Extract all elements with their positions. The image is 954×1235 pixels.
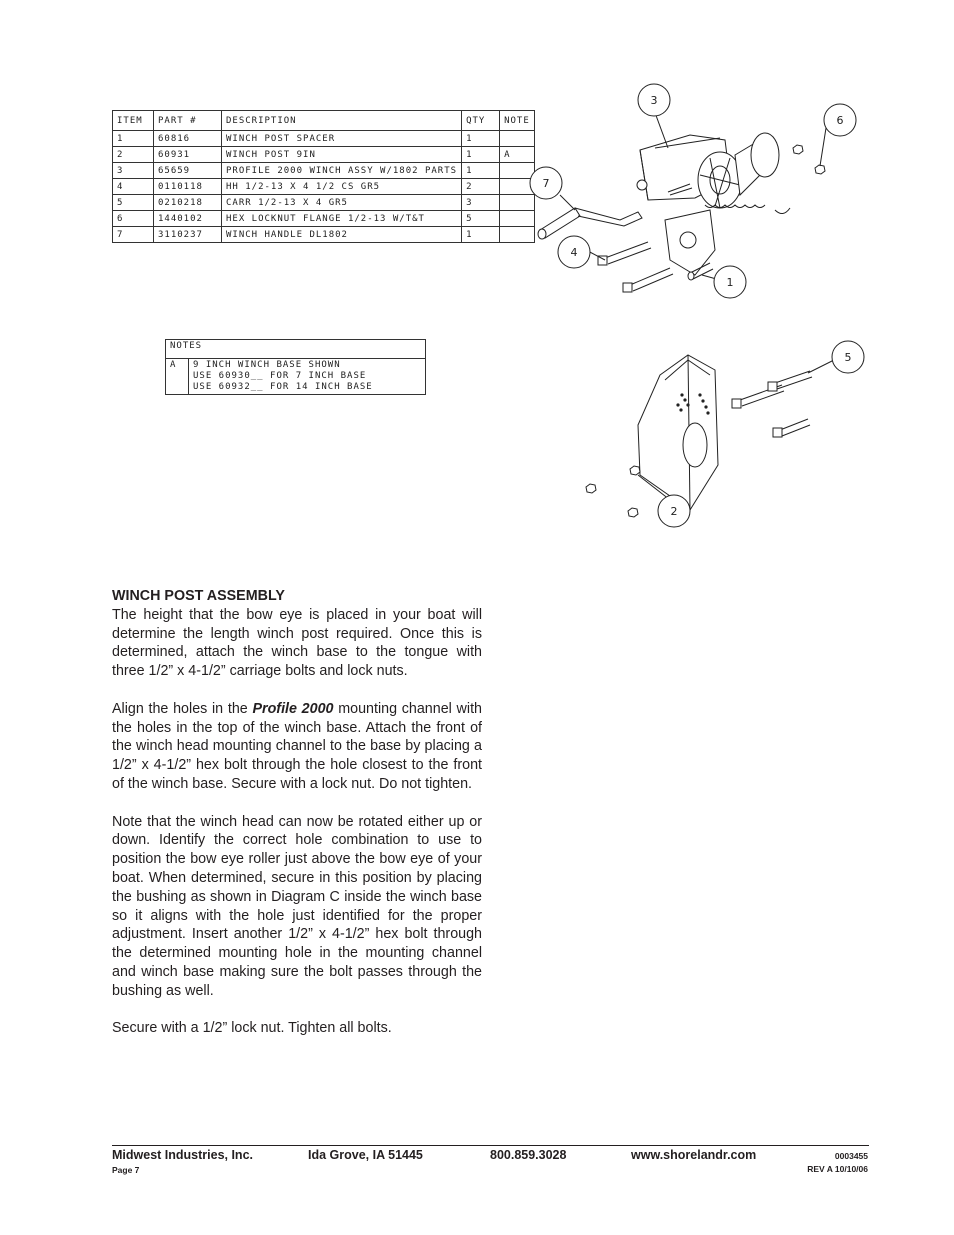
section-heading: WINCH POST ASSEMBLY	[112, 588, 285, 604]
callout-number: 5	[844, 351, 852, 364]
revision: REV A 10/10/06	[807, 1164, 868, 1174]
cell-item: 7	[113, 227, 154, 243]
instructions-section	[112, 587, 482, 1038]
cell-item: 6	[113, 211, 154, 227]
table-row	[113, 131, 535, 147]
product-name: Profile 2000	[252, 700, 334, 717]
cell-item: 1	[113, 131, 154, 147]
cell-part: 0110118	[154, 179, 222, 195]
cell-qty: 1	[462, 147, 500, 163]
cell-description: WINCH POST SPACER	[222, 131, 462, 147]
cell-description: HEX LOCKNUT FLANGE 1/2-13 W/T&T	[222, 211, 462, 227]
winch-assembly-diagram	[520, 80, 870, 310]
callout-number: 6	[836, 114, 844, 127]
table-row	[113, 163, 535, 179]
table-row	[113, 211, 535, 227]
notes-table	[165, 339, 426, 395]
winch-post-base-diagram	[570, 335, 880, 535]
notes-header: NOTES	[166, 340, 426, 359]
callout-number: 4	[570, 246, 578, 259]
note-line: USE 60930__ FOR 7 INCH BASE	[193, 371, 367, 381]
cell-qty: 3	[462, 195, 500, 211]
parts-table	[112, 110, 535, 243]
table-row	[113, 227, 535, 243]
table-row	[113, 147, 535, 163]
page-number: Page 7	[112, 1165, 140, 1175]
cell-qty: 1	[462, 163, 500, 179]
notes-key: A	[166, 359, 189, 395]
cell-description: WINCH POST 9IN	[222, 147, 462, 163]
footer-phone: 800.859.3028	[490, 1148, 567, 1162]
cell-description: CARR 1/2-13 X 4 GR5	[222, 195, 462, 211]
footer-website: www.shorelandr.com	[631, 1148, 757, 1162]
parts-table-header	[113, 111, 535, 131]
paragraph: Note that the winch head can now be rotated either up or down. Identify the correct hole combination to use to position the bow eye roller just above the bow eye of your boat. When determined, secure in this position by placing the bushing as shown in Diagram C inside the winch base so it aligns with the hole just identified for the proper adjustment. Insert another 1/2” x 4-1/2” hex bolt through the determined mounting hole in the mounting channel and winch base making sure the bolt passes through the bushing as well.	[112, 813, 482, 999]
callout-number: 3	[650, 94, 658, 107]
paragraph: Secure with a 1/2” lock nut. Tighten all bolts.	[112, 1020, 392, 1037]
paragraph	[112, 700, 482, 794]
cell-part: 1440102	[154, 211, 222, 227]
cell-item: 3	[113, 163, 154, 179]
callout-number: 2	[670, 505, 678, 518]
footer-location: Ida Grove, IA 51445	[308, 1148, 423, 1162]
cell-qty: 2	[462, 179, 500, 195]
cell-qty: 1	[462, 227, 500, 243]
cell-part: 65659	[154, 163, 222, 179]
cell-description: PROFILE 2000 WINCH ASSY W/1802 PARTS	[222, 163, 462, 179]
cell-description: HH 1/2-13 X 4 1/2 CS GR5	[222, 179, 462, 195]
note-line: USE 60932__ FOR 14 INCH BASE	[193, 382, 373, 392]
header-item: ITEM	[113, 111, 154, 131]
footer-divider	[112, 1145, 869, 1146]
note-line: 9 INCH WINCH BASE SHOWN	[193, 360, 341, 370]
paragraph-text: mounting channel with the holes in the top of the winch base. Attach the front of the winch head mounting channel to the base by placing a 1/2” x 4-1/2” hex bolt through the hole closest to the front of the winch base. Secure with a lock nut. Do not tighten.	[112, 700, 482, 792]
paragraph: The height that the bow eye is placed in your boat will determine the length winch post required. Once this is determined, attach the winch base to the tongue with three 1/2” x 4-1/2” carriage bolts and lock nuts.	[112, 606, 482, 680]
footer-company: Midwest Industries, Inc.	[112, 1148, 253, 1162]
cell-part: 60931	[154, 147, 222, 163]
header-description: DESCRIPTION	[222, 111, 462, 131]
cell-part: 0210218	[154, 195, 222, 211]
callout-number: 1	[726, 276, 734, 289]
cell-item: 4	[113, 179, 154, 195]
cell-item: 2	[113, 147, 154, 163]
doc-number: 0003455	[834, 1151, 868, 1161]
table-row	[113, 179, 535, 195]
cell-part: 60816	[154, 131, 222, 147]
callout-number: 7	[542, 177, 550, 190]
paragraph-text: Align the holes in the	[112, 700, 253, 717]
header-part: PART #	[154, 111, 222, 131]
cell-item: 5	[113, 195, 154, 211]
cell-note: A	[500, 147, 535, 163]
cell-qty: 5	[462, 211, 500, 227]
header-qty: QTY	[462, 111, 500, 131]
notes-body	[189, 359, 426, 395]
cell-qty: 1	[462, 131, 500, 147]
cell-description: WINCH HANDLE DL1802	[222, 227, 462, 243]
cell-part: 3110237	[154, 227, 222, 243]
header-note: NOTE	[500, 111, 535, 131]
table-row	[113, 195, 535, 211]
